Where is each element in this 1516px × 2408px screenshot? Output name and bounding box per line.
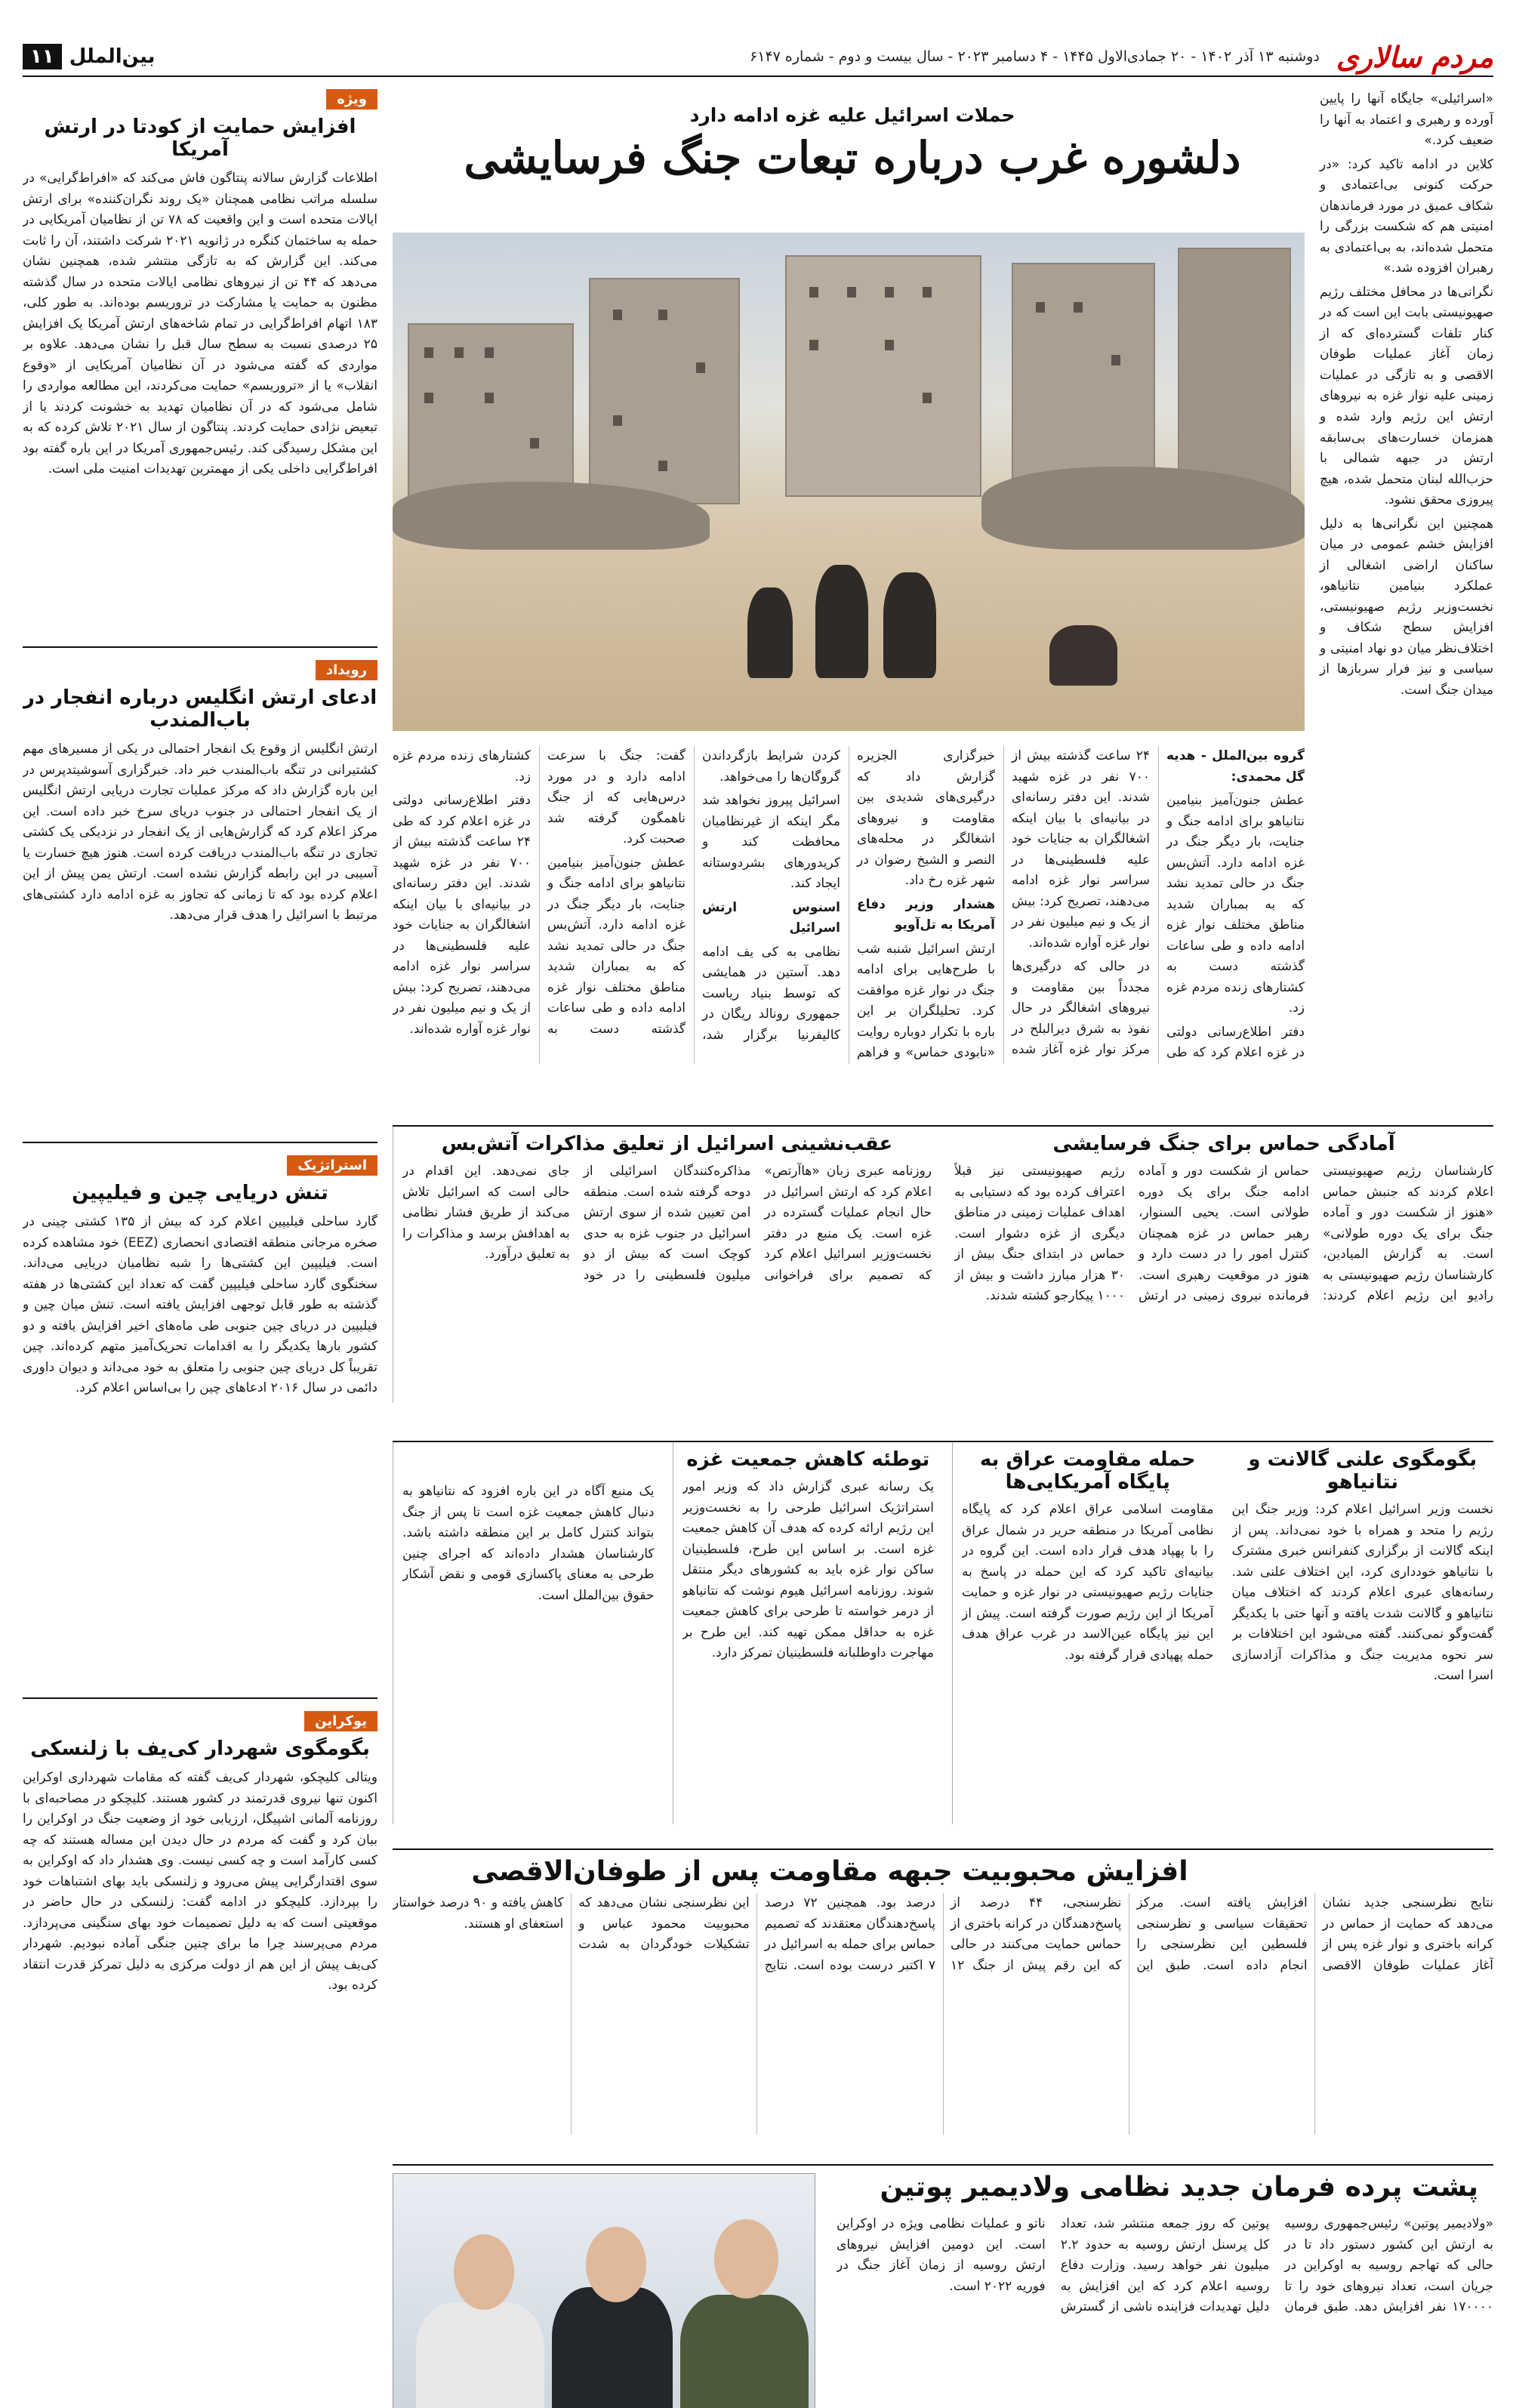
right-paragraph: همچنین این نگرانی‌ها به دلیل افزایش خشم عمومی در میان ساکنان اراضی اشغالی از عملکرد بنیامین نتانیاهو، نخست‌وزیر رژیم صهیونیستی، افزایش سطح شکاف و اختلاف‌نظر میان دو نهاد امنیتی و سیاسی و نیز فرار سربازها از میدان جنگ است. [1320, 516, 1493, 698]
story-gaza-population-cont [393, 1442, 655, 1824]
side-kicker: ویژه [326, 89, 377, 109]
mid-stories [393, 1125, 1493, 1427]
side-title: تنش دریایی چین و فیلیپین [72, 1182, 328, 1204]
lead-paragraph: عطش جنون‌آمیز بنیامین نتانیاهو برای ادامه جنگ و جنایت، بار دیگر جنگ در غزه ادامه دارد. آتش‌بس جنگ در حالی تمدید نشد که به بمباران شدید مناطق مختلف نوار غزه ادامه داده و طی ساعات گذشته دست به کشتارهای زنده مردم غزه زد. [1166, 793, 1305, 1016]
section-name: بین‌الملل [69, 45, 156, 68]
side-text: اطلاعات گزارش سالانه پنتاگون فاش می‌کند که «افراط‌گرایی» در سلسله مراتب نظامی همچنان «یک روند نگران‌کننده» برای ارتش ایالات متحده است و این واقعیت که ۷۸ تن از نظامیان آمریکایی در حمله به ساختمان کنگره در ژانویه ۲۰۲۱ شرکت داشتند، آن را ثابت می‌کند. این گزارش که به تازگی منتشر شده، همچنین نشان می‌دهد که ۴۴ تن از نیروهای نظامی ایالات متحده در سال گذشته مظنون به حمایت یا مشارکت در تروریسم بوده‌اند. به طور کلی، ۱۸۳ اتهام افراط‌گرایی در تمام شاخه‌های ارتش آمریکا یک افزایش ۲۵ درصدی نسبت به سطح سال قبل را نشان می‌دهد. علاوه بر مواردی که گفته می‌شود در آن نظامیان آمریکایی از «وقوع انقلاب» یا از «تروریسم» حمایت می‌کردند، این مطالعه مواردی را شامل می‌شود که در آن نظامیان تهدید به خشونت کردند یا از تبعیض نژادی حمایت کردند. پنتاگون از سال ۲۰۲۱ تلاش کرده که به این مشکل رسیدگی کند. رئیس‌جمهوری آمریکا در این باره گفته بود افراط‌گرایی داخلی یکی از مهمترین تهدیدات امنیت ملی است. [23, 171, 377, 477]
lead-paragraph: عطش جنون‌آمیز بنیامین نتانیاهو برای ادامه جنگ و جنایت، بار دیگر جنگ در غزه ادامه دارد. آتش‌بس جنگ در حالی تمدید نشد که به بمباران شدید مناطق مختلف نوار غزه ادامه داده و طی ساعات گذشته دست به کشتارهای زنده مردم غزه زد. [393, 748, 686, 1037]
support-story [393, 1848, 1493, 2151]
side-story-bab-el-mandeb [23, 660, 377, 1143]
lead-paragraph: در حالی که درگیری‌ها مجدداً بین مقاومت و نیروهای اشغالگر در حال نفوذ به شرق دیرالبلح در مرکز نوار غزه آغاز شده خبرگزاری الجزیره گزارش داد که درگیری‌های شدیدی بین مقاومت و نیروهای اشغالگر در محله‌های النصر و الشیخ رضوان در شهر غزه رخ داد. [857, 748, 1150, 1058]
lead-subheading: هشدار وزیر دفاع آمریکا به تل‌آویو [857, 896, 995, 933]
story-title: پشت پرده فرمان جدید نظامی ولادیمیر پوتین [880, 2172, 1478, 2203]
lead-paragraph: اسرائیل پیروز نخواهد شد مگر اینکه از غیرنظامیان محافظت کند و کریدورهای بشردوستانه ایجاد کند. [702, 793, 840, 892]
lead-body [393, 746, 1305, 1101]
masthead [23, 38, 1493, 77]
side-story-coup [23, 89, 377, 648]
story-title: عقب‌نشینی اسرائیل از تعلیق مذاکرات آتش‌بس [441, 1133, 893, 1155]
newspaper-brand: مردم سالاری [1336, 39, 1493, 74]
side-kicker: یوکراین [304, 1711, 377, 1731]
lead-headline: دلشوره غرب درباره تبعات جنگ فرسایشی [464, 132, 1241, 183]
lead-byline: گروه بین‌الملل - هدیه گل محمدی: [1166, 748, 1305, 785]
lead-paragraph: ارتش اسرائیل شنبه شب با طرح‌هایی برای ادامه جنگ در نوار غزه موافقت کرد. تحلیلگران بر این باره با تکرار دوباره روایت «نابودی حماس» و فراهم کردن شرایط بازگرداندن گروگان‌ها را می‌خواهد. [702, 748, 995, 1061]
story-title: بگومگوی علنی گالانت و نتانیاهو [1248, 1448, 1477, 1494]
story-text: روزنامه عبری زبان «هاآرتص» اعلام کرد که ارتش اسرائیل در حال انجام عملیات گسترده در غزه است. یک منبع در دفتر نخست‌وزیر اسرائیل اعلام کرد که تصمیم برای فراخوانی مذاکره‌کنندگان اسرائیلی از دوحه گرفته شده است. منطقه امن تعیین شده از سوی ارتش اسرائیل در جنوب غزه به حدی کوچک است که بیش از دو میلیون فلسطینی را در خود جای نمی‌دهد. این اقدام در حالی است که اسرائیل تلاش می‌کند از طریق فشار نظامی به اهدافش برسد و مذاکرات را به تعلیق درآورد. [402, 1164, 932, 1283]
story-title: آمادگی حماس برای جنگ فرسایشی [1052, 1133, 1395, 1155]
story-text: نخست وزیر اسرائیل اعلام کرد: وزیر جنگ این رژیم را متحد و همراه با خود نمی‌داند. پس از اینکه گالانت از برگزاری کنفرانس خبری مشترک با نتانیاهو خودداری کرد، این اختلاف علنی شد. رسانه‌های عبری اعلام کردند که اختلاف میان نتانیاهو و گالانت شدت یافته و آنها حتی با یکدیگر گفت‌وگو نمی‌کنند. گفته می‌شود این اختلافات بر سر نحوه مدیریت جنگ و مذاکرات آزادسازی اسرا است. [1231, 1502, 1493, 1684]
lead-kicker: حملات اسرائیل علیه غزه ادامه دارد [689, 104, 1015, 126]
side-title: ادعای ارتش انگلیس درباره انفجار در باب‌المندب [23, 686, 377, 732]
lead-photo [393, 233, 1305, 731]
story-gallant-netanyahu [1232, 1442, 1494, 1824]
story-title: افزایش محبوبیت جبهه مقاومت پس از طوفان‌الاقصی [471, 1856, 1188, 1887]
side-story-china-philippines [23, 1155, 377, 1699]
side-text: ویتالی کلیچکو، شهردار کی‌یف گفته که مقامات شهرداری اوکراین اکنون تنها نیروی قدرتمند در کشور هستند. کلیچکو در مصاحبه‌ای با روزنامه آلمانی اشپیگل، ارزیابی خود از وضعیت جنگ در اوکراین را بیان کرد و گفت که مردم در حال دیدن این مساله هستند که چه کسی کارآمد است و چه کسی نیست. وی هشدار داد که اوکراین به سوی اقتدارگرایی پیش می‌رود و زلنسکی باید بهای اشتباهات خود را بپردازد. کلیچکو در ادامه گفت: زلنسکی در حال حاضر در موقعیتی است که به دلیل تصمیمات خود بهای سنگینی می‌پردازد. مردم می‌پرسند چرا ما برای چنین جنگی آماده نبودیم. شهردار کی‌یف پیش از این هم از دولت مرکزی به دلیل تمرکز قدرت انتقاد کرده بود. [23, 1770, 377, 1993]
putin-photo [393, 2173, 815, 2408]
side-kicker: رویداد [316, 660, 377, 680]
story-ceasefire [393, 1127, 932, 1403]
page-number: ۱۱ [23, 44, 62, 69]
story-text: کارشناسان رژیم صهیونیستی اعلام کردند که جنبش حماس «هنوز از شکست دور و آماده جنگ برای یک دوره طولانی» است. به گزارش المیادین، کارشناسان رژیم صهیونیستی به رادیو این رژیم اعلام کردند: حماس از شکست دور و آماده ادامه جنگ برای یک دوره طولانی است. یحیی السنوار، رهبر حماس در غزه همچنان کنترل امور را در دست دارد و هنوز در موقعیت رهبری است. فرمانده نیروی زمینی در ارتش رژیم صهیونیستی نیز قبلاً اعتراف کرده بود که دستیابی به اهداف عملیات زمینی در مناطق دیگری از غزه دشوار است. حماس در ابتدای جنگ بیش از ۳۰ هزار مبارز داشت و بیش از ۱۰۰۰ پیکارجو کشته شدند. [954, 1164, 1493, 1304]
right-paragraph: نگرانی‌ها در محافل مختلف رژیم صهیونیستی بابت این است که در کنار تلفات گسترده‌ای که از زمان آغاز عملیات طوفان الاقصی و به تازگی در عملیات زمینی علیه نوار غزه به نیروهای ارتش این رژیم وارد شده و همزمان خسارت‌های بی‌سابقه ارتش در جبهه شمالی با حزب‌الله لبنان متحمل شده، هیچ پیروزی محقق نشود. [1320, 284, 1493, 508]
lead-paragraph: دفتر اطلاع‌رسانی دولتی در غزه اعلام کرد که طی ۲۴ ساعت گذشته بیش از ۷۰۰ نفر در غزه شهید شدند. این دفتر رسانه‌ای در بیانیه‌ای با بیان اینکه اشغالگران به جنایات خود علیه فلسطینی‌ها در سراسر نوار غزه ادامه می‌دهند، تصریح کرد: بیش از یک و نیم میلیون نفر در نوار غزه آواره شده‌اند. [393, 793, 531, 1037]
right-paragraph: «اسرائیلی» جایگاه آنها را پایین آورده و رهبری و اعتماد به آنها را ضعیف کرد.» [1320, 91, 1493, 149]
story-text: «ولادیمیر پوتین» رئیس‌جمهوری روسیه به ارتش این کشور دستور داد تا در حالی که تهاجم روسیه به اوکراین در جریان است، تعداد نیروهای خود را تا ۱۷۰۰۰۰ نفر افزایش دهد. طبق فرمان پوتین که روز جمعه منتشر شد، تعداد کل پرسنل ارتش روسیه به حدود ۲.۲ میلیون نفر خواهد رسید. وزارت دفاع روسیه اعلام کرد که این افزایش به دلیل تهدیدات فزاینده ناشی از گسترش ناتو و عملیات نظامی ویژه در اوکراین است. این دومین افزایش نیروهای ارتش روسیه از زمان آغاز جنگ در فوریه ۲۰۲۲ است. [837, 2216, 1493, 2315]
story-text: یک منبع آگاه در این باره افزود که نتانیاهو به دنبال کاهش جمعیت غزه است تا پس از جنگ بتواند کنترل کامل بر این منطقه داشته باشد. کارشناسان هشدار داده‌اند که اجرای چنین طرحی به معنای پاکسازی قومی و نقض آشکار حقوق بین‌الملل است. [402, 1484, 655, 1603]
story-text: نتایج نظرسنجی جدید نشان می‌دهد که حمایت از حماس در کرانه باختری و نوار غزه پس از آغاز عملیات طوفان الاقصی افزایش یافته است. مرکز تحقیقات سیاسی و نظرسنجی فلسطین این نظرسنجی را انجام داده است. طبق این نظرسنجی، ۴۴ درصد از پاسخ‌دهندگان در کرانه باختری از حماس حمایت می‌کنند در حالی که این رقم پیش از جنگ ۱۲ درصد بود. همچنین ۷۲ درصد پاسخ‌دهندگان معتقدند که تصمیم حماس برای حمله به اسرائیل در ۷ اکتبر درست بوده است. نتایج این نظرسنجی نشان می‌دهد که محبوبیت محمود عباس و تشکیلات خودگردان به شدت کاهش یافته و ۹۰ درصد خواستار استعفای او هستند. [393, 1895, 1493, 1973]
side-story-kyiv-mayor [23, 1711, 377, 2368]
putin-story [393, 2164, 1493, 2408]
side-title: بگومگوی شهردار کی‌یف با زلنسکی [30, 1737, 370, 1760]
story-hamas-war [954, 1127, 1493, 1403]
lead-paragraph: نظامی به کی یف ادامه دهد. آستین در همایشی که توسط بنیاد ریاست جمهوری رونالد ریگان در کالیفرنیا برگزار شد، گفت: جنگ با سرعت ادامه دارد و در مورد درس‌هایی که از جنگ ناهمگون گرفته شد صحبت کرد. [547, 748, 840, 1043]
lead-right-column [1320, 89, 1493, 704]
story-text: یک رسانه عبری گزارش داد که وزیر امور استراتژیک اسرائیل طرحی را به نخست‌وزیر این رژیم ارائه کرده که هدف آن کاهش جمعیت غزه است. بر اساس این طرح، فلسطینیان ساکن نوار غزه باید به کشورهای دیگر منتقل شوند. روزنامه اسرائیل هیوم نوشت که نتانیاهو از درمر خواسته تا طرحی برای کاهش جمعیت غزه به حداقل ممکن تهیه کند. این طرح بر مهاجرت داوطلبانه فلسطینیان تمرکز دارد. [682, 1479, 934, 1661]
story-gaza-population [673, 1442, 935, 1824]
side-column [23, 89, 377, 2380]
lead-subheading: اسنوس ارتش اسرائیل [702, 899, 840, 936]
story-title: حمله مقاومت عراق به پایگاه آمریکایی‌ها [979, 1448, 1196, 1494]
side-kicker: استراتژیک [287, 1155, 377, 1176]
story-iraq-attack [952, 1442, 1214, 1824]
side-title: افزایش حمایت از کودتا در ارتش آمریکا [44, 116, 356, 161]
lead-paragraph: دفتر اطلاع‌رسانی دولتی در غزه اعلام کرد که طی ۲۴ ساعت گذشته بیش از ۷۰۰ نفر در غزه شهید شدند. این دفتر رسانه‌ای در بیانیه‌ای با بیان اینکه اشغالگران به جنایات خود علیه فلسطینی‌ها در سراسر نوار غزه ادامه می‌دهند، تصریح کرد: بیش از یک و نیم میلیون نفر در نوار غزه آواره شده‌اند. [1012, 748, 1305, 1061]
main-column [393, 89, 1493, 2315]
dateline: دوشنبه ۱۳ آذر ۱۴۰۲ - ۲۰ جمادی‌الاول ۱۴۴۵ - ۴ دسامبر ۲۰۲۳ - سال بیست و دوم - شماره ۶۱۴۷ [750, 48, 1320, 65]
right-paragraph: کلاین در ادامه تاکید کرد: «در حرکت کنونی بی‌اعتمادی و شکاف عمیق در مورد فرماندهان امنیتی هم که شکست بزرگی را متحمل شده‌اند، به بی‌اعتمادی به رهبران افزوده شد.» [1320, 156, 1493, 276]
side-text: گارد ساحلی فیلیپین اعلام کرد که بیش از ۱۳۵ کشتی چینی در صخره مرجانی منطقه اقتصادی انحصاری (EEZ) خود مشاهده کرده است. فیلیپین این کشتی‌ها را شبه نظامیان دریایی می‌داند. سخنگوی گارد ساحلی فیلیپین گفت که تعداد این کشتی‌ها در هفته گذشته به طور قابل توجهی افزایش یافته است. تنش میان چین و فیلیپین در دریای چین جنوبی طی ماه‌های اخیر افزایش یافته و دو کشور بارها یکدیگر را به اقدامات تحریک‌آمیز متهم کرده‌اند. چین تقریباً کل دریای چین جنوبی را متعلق به خود می‌داند و دیوان داوری دائمی در سال ۲۰۱۶ ادعاهای چین را بی‌اساس اعلام کرد. [23, 1214, 377, 1396]
section-label [23, 44, 155, 69]
side-text: ارتش انگلیس از وقوع یک انفجار احتمالی در یکی از مسیرهای مهم کشتیرانی در تنگه باب‌المندب خبر داد. خبرگزاری آسوشیتدپرس در این باره گزارش داد که مرکز عملیات تجارت دریایی ارتش انگلیس از یک انفجار احتمالی در جنوب دریای سرخ خبر داده است. این مرکز اعلام کرد که گزارش‌هایی از یک انفجار در نزدیکی یک کشتی تجاری در تنگه باب‌المندب دریافت کرده است. هنوز هیچ خسارت یا آسیبی در این رابطه گزارش نشده است. ارتش یمن پیش از این اعلام کرده بود که تا زمانی که تجاوز به غزه ادامه دارد کشتی‌های مرتبط با اسرائیل را هدف قرار می‌دهد. [23, 742, 377, 923]
story-text: مقاومت اسلامی عراق اعلام کرد که پایگاه نظامی آمریکا در منطقه حریر در شمال عراق را با پهپاد هدف قرار داده است. این گروه در بیانیه‌ای تاکید کرد که این حمله در پاسخ به جنایات رژیم صهیونیستی در نوار غزه و حمایت آمریکا از این رژیم صورت گرفته است. پیش از این نیز پایگاه عین‌الاسد در غرب عراق هدف حمله پهپادی قرار گرفته بود. [962, 1502, 1214, 1663]
four-stories [393, 1441, 1493, 1833]
story-title: توطئه کاهش جمعیت غزه [686, 1448, 930, 1471]
